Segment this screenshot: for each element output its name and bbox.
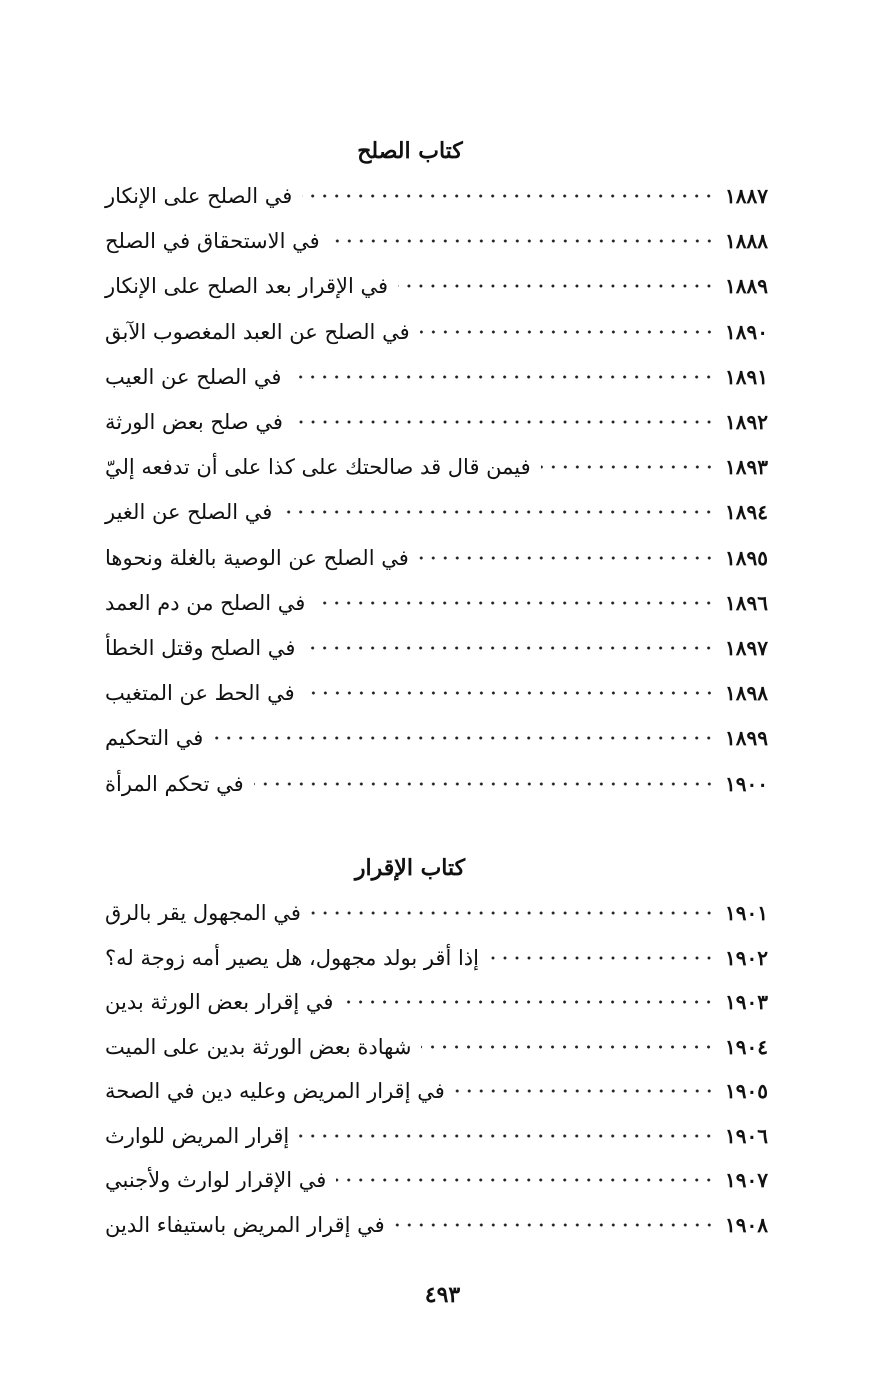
toc-entry-number: ١٨٩٨	[725, 681, 768, 706]
dot-leader	[336, 1160, 715, 1200]
toc-entry	[95, 357, 785, 397]
toc-entry-title: في تحكم المرأة	[105, 771, 244, 796]
toc-entry-title: في التحكيم	[105, 726, 204, 751]
dot-leader	[489, 938, 715, 978]
toc-entry-number: ١٩٠٤	[725, 1034, 768, 1059]
toc-entry-title: إقرار المريض للوارث	[105, 1123, 290, 1148]
toc-entry	[95, 312, 785, 352]
dot-leader	[455, 1071, 715, 1111]
dot-leader	[421, 1027, 715, 1067]
toc-entry-title: في الصلح وقتل الخطأ	[105, 636, 296, 660]
toc-entry-number: ١٨٩٣	[725, 455, 768, 480]
toc-entry	[95, 538, 785, 578]
toc-entry-number: ١٨٩٤	[725, 500, 768, 525]
toc-entry-number: ١٩٠٣	[725, 990, 768, 1014]
dot-leader	[395, 1205, 715, 1245]
toc-entry	[95, 1160, 785, 1200]
toc-entry-number: ١٨٨٩	[725, 274, 768, 299]
toc-entry	[95, 938, 785, 978]
toc-entry	[95, 628, 785, 668]
page-number: ٤٩٣	[424, 1282, 461, 1308]
dot-leader	[254, 764, 715, 804]
section-title-iqrar: كتاب الإقرار	[354, 855, 466, 881]
dot-leader	[343, 982, 715, 1022]
dot-leader	[302, 176, 715, 216]
toc-entry	[95, 1116, 785, 1156]
toc-entry-number: ١٩٠٨	[725, 1212, 768, 1237]
dot-leader	[420, 312, 715, 352]
dot-leader	[291, 357, 715, 397]
toc-entry	[95, 447, 785, 487]
toc-entry	[95, 1027, 785, 1067]
dot-leader	[293, 402, 715, 442]
toc-entry-title: في الاستحقاق في الصلح	[105, 229, 320, 254]
toc-entry-number: ١٩٠٥	[725, 1079, 768, 1103]
toc-entry-number: ١٩٠٧	[725, 1168, 768, 1192]
toc-entry	[95, 764, 785, 804]
toc-entry-title: في المجهول يقر بالرق	[105, 901, 301, 925]
section-title-sulh: كتاب الصلح	[357, 138, 463, 164]
toc-entry	[95, 718, 785, 758]
dot-leader	[305, 673, 715, 713]
dot-leader	[419, 538, 715, 578]
toc-entry-number: ١٨٩٩	[725, 726, 768, 751]
dot-leader	[305, 628, 715, 668]
toc-entry-title: شهادة بعض الورثة بدين على الميت	[105, 1034, 412, 1059]
toc-entry	[95, 402, 785, 442]
toc-entry	[95, 893, 785, 933]
toc-entry	[95, 176, 785, 216]
toc-entry-number: ١٩٠٢	[725, 945, 768, 970]
toc-entry-title: في الصلح عن العبد المغصوب الآبق	[105, 319, 410, 344]
dot-leader	[330, 221, 715, 261]
dot-leader	[398, 266, 715, 306]
toc-entry-title: في الصلح عن الوصية بالغلة ونحوها	[105, 545, 409, 570]
dot-leader	[213, 718, 715, 758]
toc-entry	[95, 1205, 785, 1245]
toc-entry-title: في الصلح من دم العمد	[105, 590, 306, 615]
toc-entry	[95, 583, 785, 623]
dot-leader	[311, 893, 715, 933]
toc-entry-title: في الإقرار لوارث ولأجنبي	[105, 1168, 327, 1192]
toc-entry-number: ١٨٨٨	[725, 229, 768, 254]
toc-entry-title: في إقرار المريض باستيفاء الدين	[105, 1212, 385, 1237]
toc-entry-number: ١٨٩٢	[725, 410, 768, 434]
toc-entry-title: في الصلح على الإنكار	[105, 184, 293, 208]
dot-leader	[541, 447, 715, 487]
toc-entry-title: في الصلح عن العيب	[105, 364, 282, 389]
toc-entry	[95, 673, 785, 713]
toc-entry	[95, 982, 785, 1022]
dot-leader	[299, 1116, 715, 1156]
toc-entry-number: ١٨٩٠	[725, 319, 768, 344]
toc-entry-title: في إقرار بعض الورثة بدين	[105, 990, 334, 1014]
toc-entry-title: في الصلح عن الغير	[105, 500, 273, 525]
toc-entry-title: في الحط عن المتغيب	[105, 681, 295, 706]
dot-leader	[282, 492, 715, 532]
toc-entry-title: في إقرار المريض وعليه دين في الصحة	[105, 1079, 445, 1103]
toc-entry-number: ١٨٩٦	[725, 590, 768, 615]
toc-entry-title: فيمن قال قد صالحتك على كذا على أن تدفعه إليّ	[105, 455, 531, 480]
toc-entry-number: ١٩٠١	[725, 901, 768, 925]
toc-entry-number: ١٩٠٠	[725, 771, 768, 796]
toc-entry	[95, 221, 785, 261]
toc-entry-title: في صلح بعض الورثة	[105, 410, 283, 434]
toc-entry-title: إذا أقر بولد مجهول، هل يصير أمه زوجة له؟	[105, 945, 479, 970]
toc-entry-title: في الإقرار بعد الصلح على الإنكار	[105, 274, 389, 299]
toc-entry	[95, 492, 785, 532]
toc-entry-number: ١٨٩١	[725, 364, 768, 389]
toc-entry	[95, 266, 785, 306]
toc-entry	[95, 1071, 785, 1111]
toc-entry-number: ١٨٨٧	[725, 184, 768, 208]
dot-leader	[315, 583, 715, 623]
toc-entry-number: ١٩٠٦	[725, 1123, 768, 1148]
toc-entry-number: ١٨٩٧	[725, 636, 768, 660]
toc-entry-number: ١٨٩٥	[725, 545, 768, 570]
